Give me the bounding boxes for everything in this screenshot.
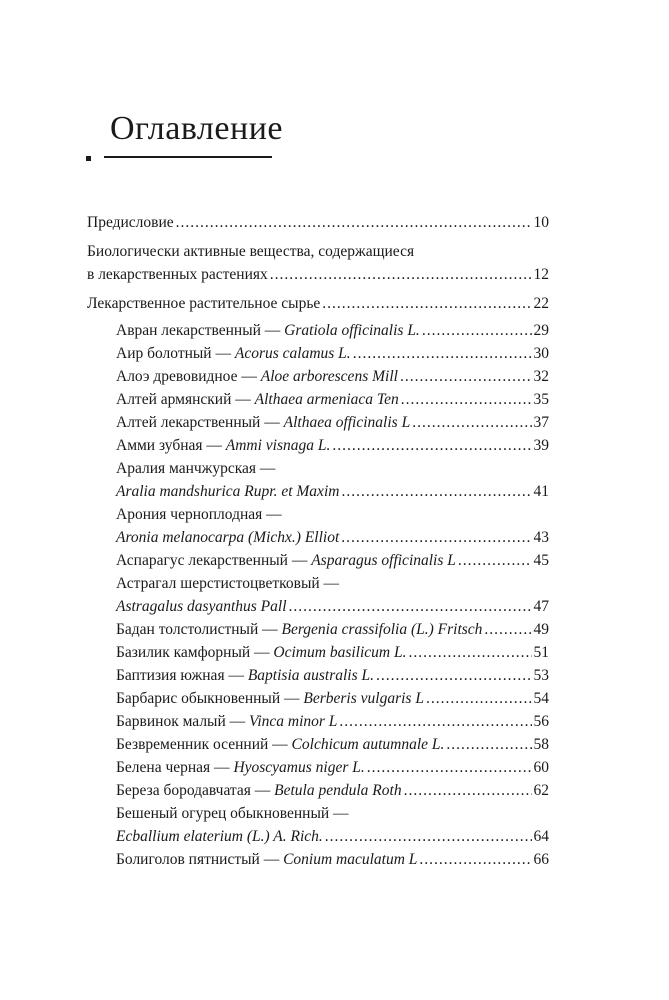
dot-leader: [426, 687, 532, 710]
toc-entry-preface[interactable]: [87, 211, 549, 234]
toc-entry-title: [116, 779, 402, 802]
title-underline: [104, 156, 272, 158]
toc-entry-title: Предисловие: [87, 214, 174, 231]
plant-latin-name: Gratiola officinalis L.: [284, 322, 420, 339]
toc-entry-line: Астрагал шерстистоцветковый —: [116, 575, 340, 592]
plant-latin-name: Baptisia australis L.: [247, 667, 375, 684]
dot-leader: [408, 641, 531, 664]
plant-latin-name: Bergenia crassifolia (L.) Fritsch: [281, 621, 483, 638]
plant-russian-name: Алтей лекарственный —: [116, 414, 284, 431]
toc-entry-page: 51: [533, 644, 549, 661]
plant-latin-name: Ecballium elaterium (L.) A. Rich.: [116, 828, 323, 845]
toc-entry-title: [116, 595, 287, 618]
toc-entry-plant[interactable]: [87, 779, 549, 802]
plant-latin-name: Berberis vulgaris L: [303, 690, 424, 707]
toc-entry-title: [116, 733, 444, 756]
dot-leader: [458, 549, 532, 572]
toc-entry-page: 35: [533, 391, 549, 408]
toc-entry-page: 41: [533, 483, 549, 500]
toc-entry-raw-material[interactable]: [87, 292, 549, 315]
toc-entry-title: [116, 848, 417, 871]
toc-entry-page: 43: [533, 529, 549, 546]
plant-russian-name: Аспарагус лекарственный —: [116, 552, 312, 569]
dot-leader: [367, 756, 532, 779]
plant-russian-name: Алоэ древовидное —: [116, 368, 261, 385]
toc-entry-title: [116, 365, 398, 388]
page-title: Оглавление: [110, 110, 283, 147]
dot-leader: [404, 779, 532, 802]
toc-entry-page: 64: [533, 828, 549, 845]
plant-russian-name: Барбарис обыкновенный —: [116, 690, 304, 707]
dot-leader: [339, 710, 531, 733]
toc-entry-page: 49: [533, 621, 549, 638]
toc-entry-plant[interactable]: [87, 342, 549, 365]
dot-leader: [400, 365, 532, 388]
dot-leader: [341, 526, 531, 549]
toc-entry-plant[interactable]: [87, 319, 549, 342]
toc-entry-page: 39: [533, 437, 549, 454]
toc-entry-line: Арония черноплодная —: [116, 506, 282, 523]
dot-leader: [419, 848, 531, 871]
dot-leader: [341, 480, 531, 503]
toc-entry-title: [116, 342, 351, 365]
dot-leader: [446, 733, 531, 756]
toc-entry-title: [116, 756, 365, 779]
toc-entry-plant[interactable]: [87, 756, 549, 779]
plant-russian-name: Авран лекарственный —: [116, 322, 285, 339]
plant-latin-name: Vinca minor L: [249, 713, 338, 730]
toc-entry-plant[interactable]: [87, 365, 549, 388]
plant-latin-name: Ammi visnaga L.: [225, 437, 331, 454]
toc-entry-title: [116, 710, 337, 733]
plant-latin-name: Asparagus officinalis L: [311, 552, 456, 569]
toc-entry-page: 32: [533, 368, 549, 385]
toc-entry-title: [116, 549, 456, 572]
toc-entry-page: 56: [533, 713, 549, 730]
plant-russian-name: Базилик камфорный —: [116, 644, 274, 661]
toc-entry-page: 29: [533, 322, 549, 339]
dot-leader: [325, 825, 532, 848]
toc-entry-title: [116, 388, 399, 411]
toc-entry-title: [116, 687, 424, 710]
dot-leader: [322, 292, 531, 315]
dot-leader: [176, 211, 532, 234]
toc-entry-plant[interactable]: [87, 825, 549, 848]
toc-entry-title: в лекарственных растениях: [87, 266, 268, 283]
plant-latin-name: Conium maculatum L: [283, 851, 418, 868]
plant-latin-name: Hyoscyamus niger L.: [233, 759, 365, 776]
dot-leader: [484, 618, 531, 641]
toc-entry-page: 62: [533, 782, 549, 799]
plant-russian-name: Безвременник осенний —: [116, 736, 292, 753]
plant-russian-name: Болиголов пятнистый —: [116, 851, 284, 868]
plant-latin-name: Colchicum autumnale L.: [291, 736, 445, 753]
plant-latin-name: Acorus calamus L.: [234, 345, 351, 362]
plant-russian-name: Аир болотный —: [116, 345, 235, 362]
toc-entry-title: Лекарственное растительное сырье: [87, 295, 321, 312]
plant-russian-name: Алтей армянский —: [116, 391, 255, 408]
table-of-contents: [87, 211, 549, 871]
toc-entry-bioactive[interactable]: [87, 263, 549, 286]
dot-leader: [353, 342, 532, 365]
toc-entry-plant[interactable]: [87, 526, 549, 549]
toc-entry-page: 22: [533, 295, 549, 312]
plant-latin-name: Althaea officinalis L: [283, 414, 411, 431]
plant-russian-name: Белена черная —: [116, 759, 234, 776]
toc-entry-title: [116, 618, 482, 641]
dot-leader: [422, 319, 532, 342]
plant-latin-name: Betula pendula Roth: [274, 782, 402, 799]
plant-latin-name: Althaea armeniaca Ten: [254, 391, 399, 408]
toc-entry-line: Бешеный огурец обыкновенный —: [116, 805, 349, 822]
plant-russian-name: Бадан толстолистный —: [116, 621, 282, 638]
dot-leader: [332, 434, 531, 457]
dot-leader: [401, 388, 532, 411]
toc-entry-page: 66: [533, 851, 549, 868]
toc-entry-page: 60: [533, 759, 549, 776]
dot-leader: [412, 411, 531, 434]
toc-entry-title: [116, 434, 330, 457]
toc-entry-plant[interactable]: [87, 595, 549, 618]
dot-leader: [270, 263, 532, 286]
toc-entry-page: 37: [533, 414, 549, 431]
toc-entry-title: [116, 411, 410, 434]
plant-latin-name: Aralia mandshurica Rupr. et Maxim: [116, 483, 340, 500]
toc-entry-plant[interactable]: [87, 664, 549, 687]
title-marker: [86, 156, 91, 161]
toc-entry-plant[interactable]: [87, 480, 549, 503]
toc-entry-title: [116, 664, 374, 687]
toc-entry-title: [116, 641, 406, 664]
toc-entry-title: [116, 480, 339, 503]
plant-russian-name: Береза бородавчатая —: [116, 782, 275, 799]
toc-entry-page: 53: [533, 667, 549, 684]
toc-entry-plant[interactable]: [87, 710, 549, 733]
toc-entry-plant[interactable]: [87, 641, 549, 664]
toc-entry-plant[interactable]: [87, 733, 549, 756]
plant-latin-name: Astragalus dasyanthus Pall: [116, 598, 287, 615]
plant-latin-name: Aronia melanocarpa (Michx.) Elliot: [116, 529, 340, 546]
toc-entry-line: Аралия манчжурская —: [116, 460, 276, 477]
toc-entry-plant[interactable]: [87, 549, 549, 572]
plant-russian-name: Амми зубная —: [116, 437, 226, 454]
toc-entry-page: 54: [533, 690, 549, 707]
toc-entry-title: [116, 319, 420, 342]
toc-entry-plant[interactable]: [87, 411, 549, 434]
toc-entry-plant[interactable]: [87, 434, 549, 457]
toc-entry-plant[interactable]: [87, 618, 549, 641]
toc-entry-plant[interactable]: [87, 388, 549, 411]
toc-entry-plant[interactable]: [87, 687, 549, 710]
toc-entry-title: [116, 825, 323, 848]
toc-entry-page: 12: [533, 266, 549, 283]
toc-entry-page: 47: [533, 598, 549, 615]
toc-entry-line: Биологически активные вещества, содержащиеся: [87, 243, 415, 260]
dot-leader: [289, 595, 532, 618]
dot-leader: [376, 664, 531, 687]
plant-latin-name: Ocimum basilicum L.: [273, 644, 407, 661]
toc-entry-page: 10: [533, 214, 549, 231]
plant-russian-name: Барвинок малый —: [116, 713, 250, 730]
toc-entry-title: [116, 526, 339, 549]
plant-list: [87, 319, 549, 871]
toc-entry-page: 45: [533, 552, 549, 569]
toc-entry-page: 30: [533, 345, 549, 362]
toc-entry-plant[interactable]: [87, 848, 549, 871]
plant-russian-name: Баптизия южная —: [116, 667, 248, 684]
toc-entry-page: 58: [533, 736, 549, 753]
plant-latin-name: Aloe arborescens Mill: [260, 368, 398, 385]
